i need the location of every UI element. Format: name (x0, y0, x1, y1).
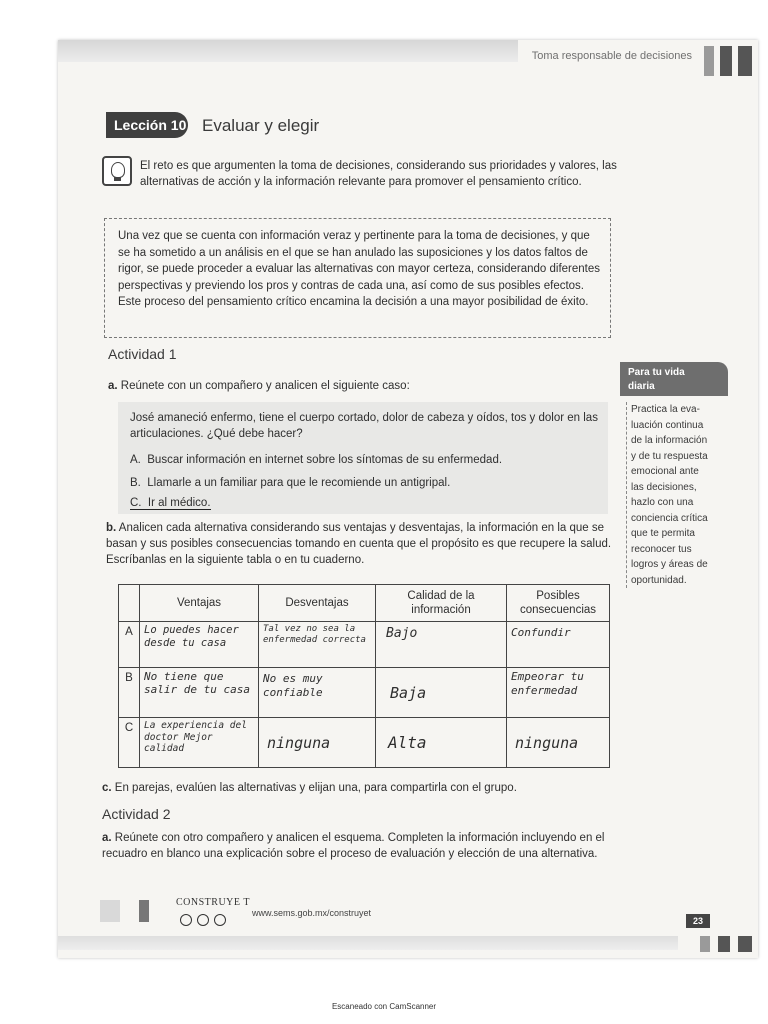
intro-text: Una vez que se cuenta con información veraz y pertinente para la toma de decisiones, y que se ha sometido a un análisis en el que se han anulado las suposiciones y los datos faltos de rigor, se puede proceder a evaluar las alternativas con mayor certeza, considerando diferentes perspectivas y previendo los pros y contras de cada una, así como de sus posibles efectos. Este proceso del pensamiento crítico encamina la decisión a una mayor posibilidad de éxito. (118, 230, 600, 308)
activity2-a-text: Reúnete con otro compañero y analicen el esquema. Completen la información incluyendo en el recuadro en blanco una explicación sobre el proceso de evaluación y elección de una alternativa. (102, 832, 605, 860)
table-cell: ninguna (259, 718, 376, 768)
challenge-text: El reto es que argumenten la toma de decisiones, considerando sus prioridades y valores, las alternativas de acción y la información relevante para promover el pensamiento crítico. (140, 160, 617, 188)
activity1-a (108, 378, 608, 394)
table-row (119, 622, 610, 668)
option-c (130, 495, 604, 511)
table-cell: Baja (376, 668, 507, 718)
page-number: 23 (686, 914, 710, 928)
activity2-a (102, 830, 612, 862)
option-b-text: Llamarle a un familiar para que le recomiende un antigripal. (147, 477, 451, 489)
circle-icon (214, 914, 226, 926)
option-a-label: A. (130, 454, 141, 466)
activity1-a-label: a. (108, 380, 118, 392)
table-cell: Lo puedes hacer desde tu casa (140, 622, 259, 668)
alternatives-table (118, 584, 610, 768)
header-bar (58, 40, 518, 62)
table-cell: Alta (376, 718, 507, 768)
case-text: José amaneció enfermo, tiene el cuerpo cortado, dolor de cabeza y oídos, tos y dolor en las articulaciones. ¿Qué debe hacer? (130, 412, 598, 440)
activity1-heading: Actividad 1 (108, 346, 177, 362)
table-cell: Empeorar tu enfermedad (507, 668, 610, 718)
lesson-badge: Lección 10 (106, 112, 188, 138)
section-title: Toma responsable de decisiones (531, 50, 692, 62)
table-cell: Bajo (376, 622, 507, 668)
sidebar-line: Practica la eva- (631, 404, 700, 415)
footer-bar (58, 936, 678, 950)
lesson-title: Evaluar y elegir (202, 116, 320, 135)
table-cell: ninguna (507, 718, 610, 768)
sems-logo (139, 900, 149, 922)
option-a (130, 452, 604, 468)
activity2-heading: Actividad 2 (102, 806, 171, 822)
option-c-text: Ir al médico. (147, 497, 211, 509)
header-decoration (704, 46, 752, 76)
activity1-c-text: En parejas, evalúen las alternativas y elijan una, para compartirla con el grupo. (114, 782, 517, 794)
row-label: A (119, 622, 140, 668)
table-cell: La experiencia del doctor Mejor calidad (140, 718, 259, 768)
row-label: B (119, 668, 140, 718)
table-row (119, 718, 610, 768)
sidebar-line: hazlo con una (631, 497, 694, 508)
table-header-desventajas: Desventajas (259, 585, 376, 622)
circle-icon (197, 914, 209, 926)
row-label: C (119, 718, 140, 768)
table-cell: Tal vez no sea la enfermedad correcta (259, 622, 376, 668)
table-header-row (119, 585, 610, 622)
construye-icons (180, 911, 231, 930)
sidebar-text (626, 402, 727, 588)
sidebar-line: oportunidad. (631, 574, 687, 586)
table-header-calidad: Calidad de la información (376, 585, 507, 622)
activity1-b (106, 520, 612, 568)
sidebar-line: emocional ante (631, 466, 699, 477)
lightbulb-icon (102, 156, 132, 186)
table-cell: Confundir (507, 622, 610, 668)
option-c-underline (130, 497, 211, 510)
table-cell: No tiene que salir de tu casa (140, 668, 259, 718)
table-cell: No es muy confiable (259, 668, 376, 718)
sidebar-line: conciencia crítica (631, 512, 708, 524)
table-header-consecuencias: Posibles consecuencias (507, 585, 610, 622)
sidebar-line: las decisiones, (631, 481, 697, 493)
activity1-c-label: c. (102, 782, 112, 794)
sidebar-line: de la información (631, 435, 708, 446)
sep-logo (100, 900, 120, 922)
document-page (58, 40, 758, 958)
option-a-text: Buscar información en internet sobre los síntomas de su enfermedad. (147, 454, 503, 466)
sidebar-title-line1: Para tu vida (628, 367, 685, 378)
sidebar-line: que te permita (631, 528, 695, 539)
activity1-b-text: Analicen cada alternativa considerando sus ventajas y desventajas, la información en la que se basan y sus posibles consecuencias tomando en cuenta que el propósito es que recupere la salud. Escríbanlas en la siguiente tabla o en tu cuaderno. (106, 522, 612, 566)
sidebar-title (620, 362, 728, 396)
option-b (130, 475, 604, 491)
footer-logos (100, 900, 149, 926)
table-header-ventajas: Ventajas (140, 585, 259, 622)
footer-url: www.sems.gob.mx/construyet (252, 908, 372, 918)
table-row (119, 668, 610, 718)
activity2-a-label: a. (102, 832, 112, 844)
sidebar-title-line2: diaria (628, 381, 655, 392)
activity1-c (102, 780, 612, 796)
table-header-blank (119, 585, 140, 622)
sidebar-line: reconocer tus (631, 543, 692, 555)
sidebar-line: y de tu respuesta (631, 450, 708, 462)
option-b-label: B. (130, 477, 141, 489)
sidebar-line: logros y áreas de (631, 559, 708, 570)
activity1-b-label: b. (106, 522, 117, 534)
circle-icon (180, 914, 192, 926)
footer-decoration (700, 936, 754, 952)
activity1-a-text: Reúnete con un compañero y analicen el siguiente caso: (120, 380, 410, 392)
construye-brand: CONSTRUYE T (176, 897, 250, 908)
scanner-watermark: Escaneado con CamScanner (331, 1002, 437, 1011)
option-c-label: C. (130, 497, 142, 509)
sidebar-line: luación continua (631, 419, 704, 431)
